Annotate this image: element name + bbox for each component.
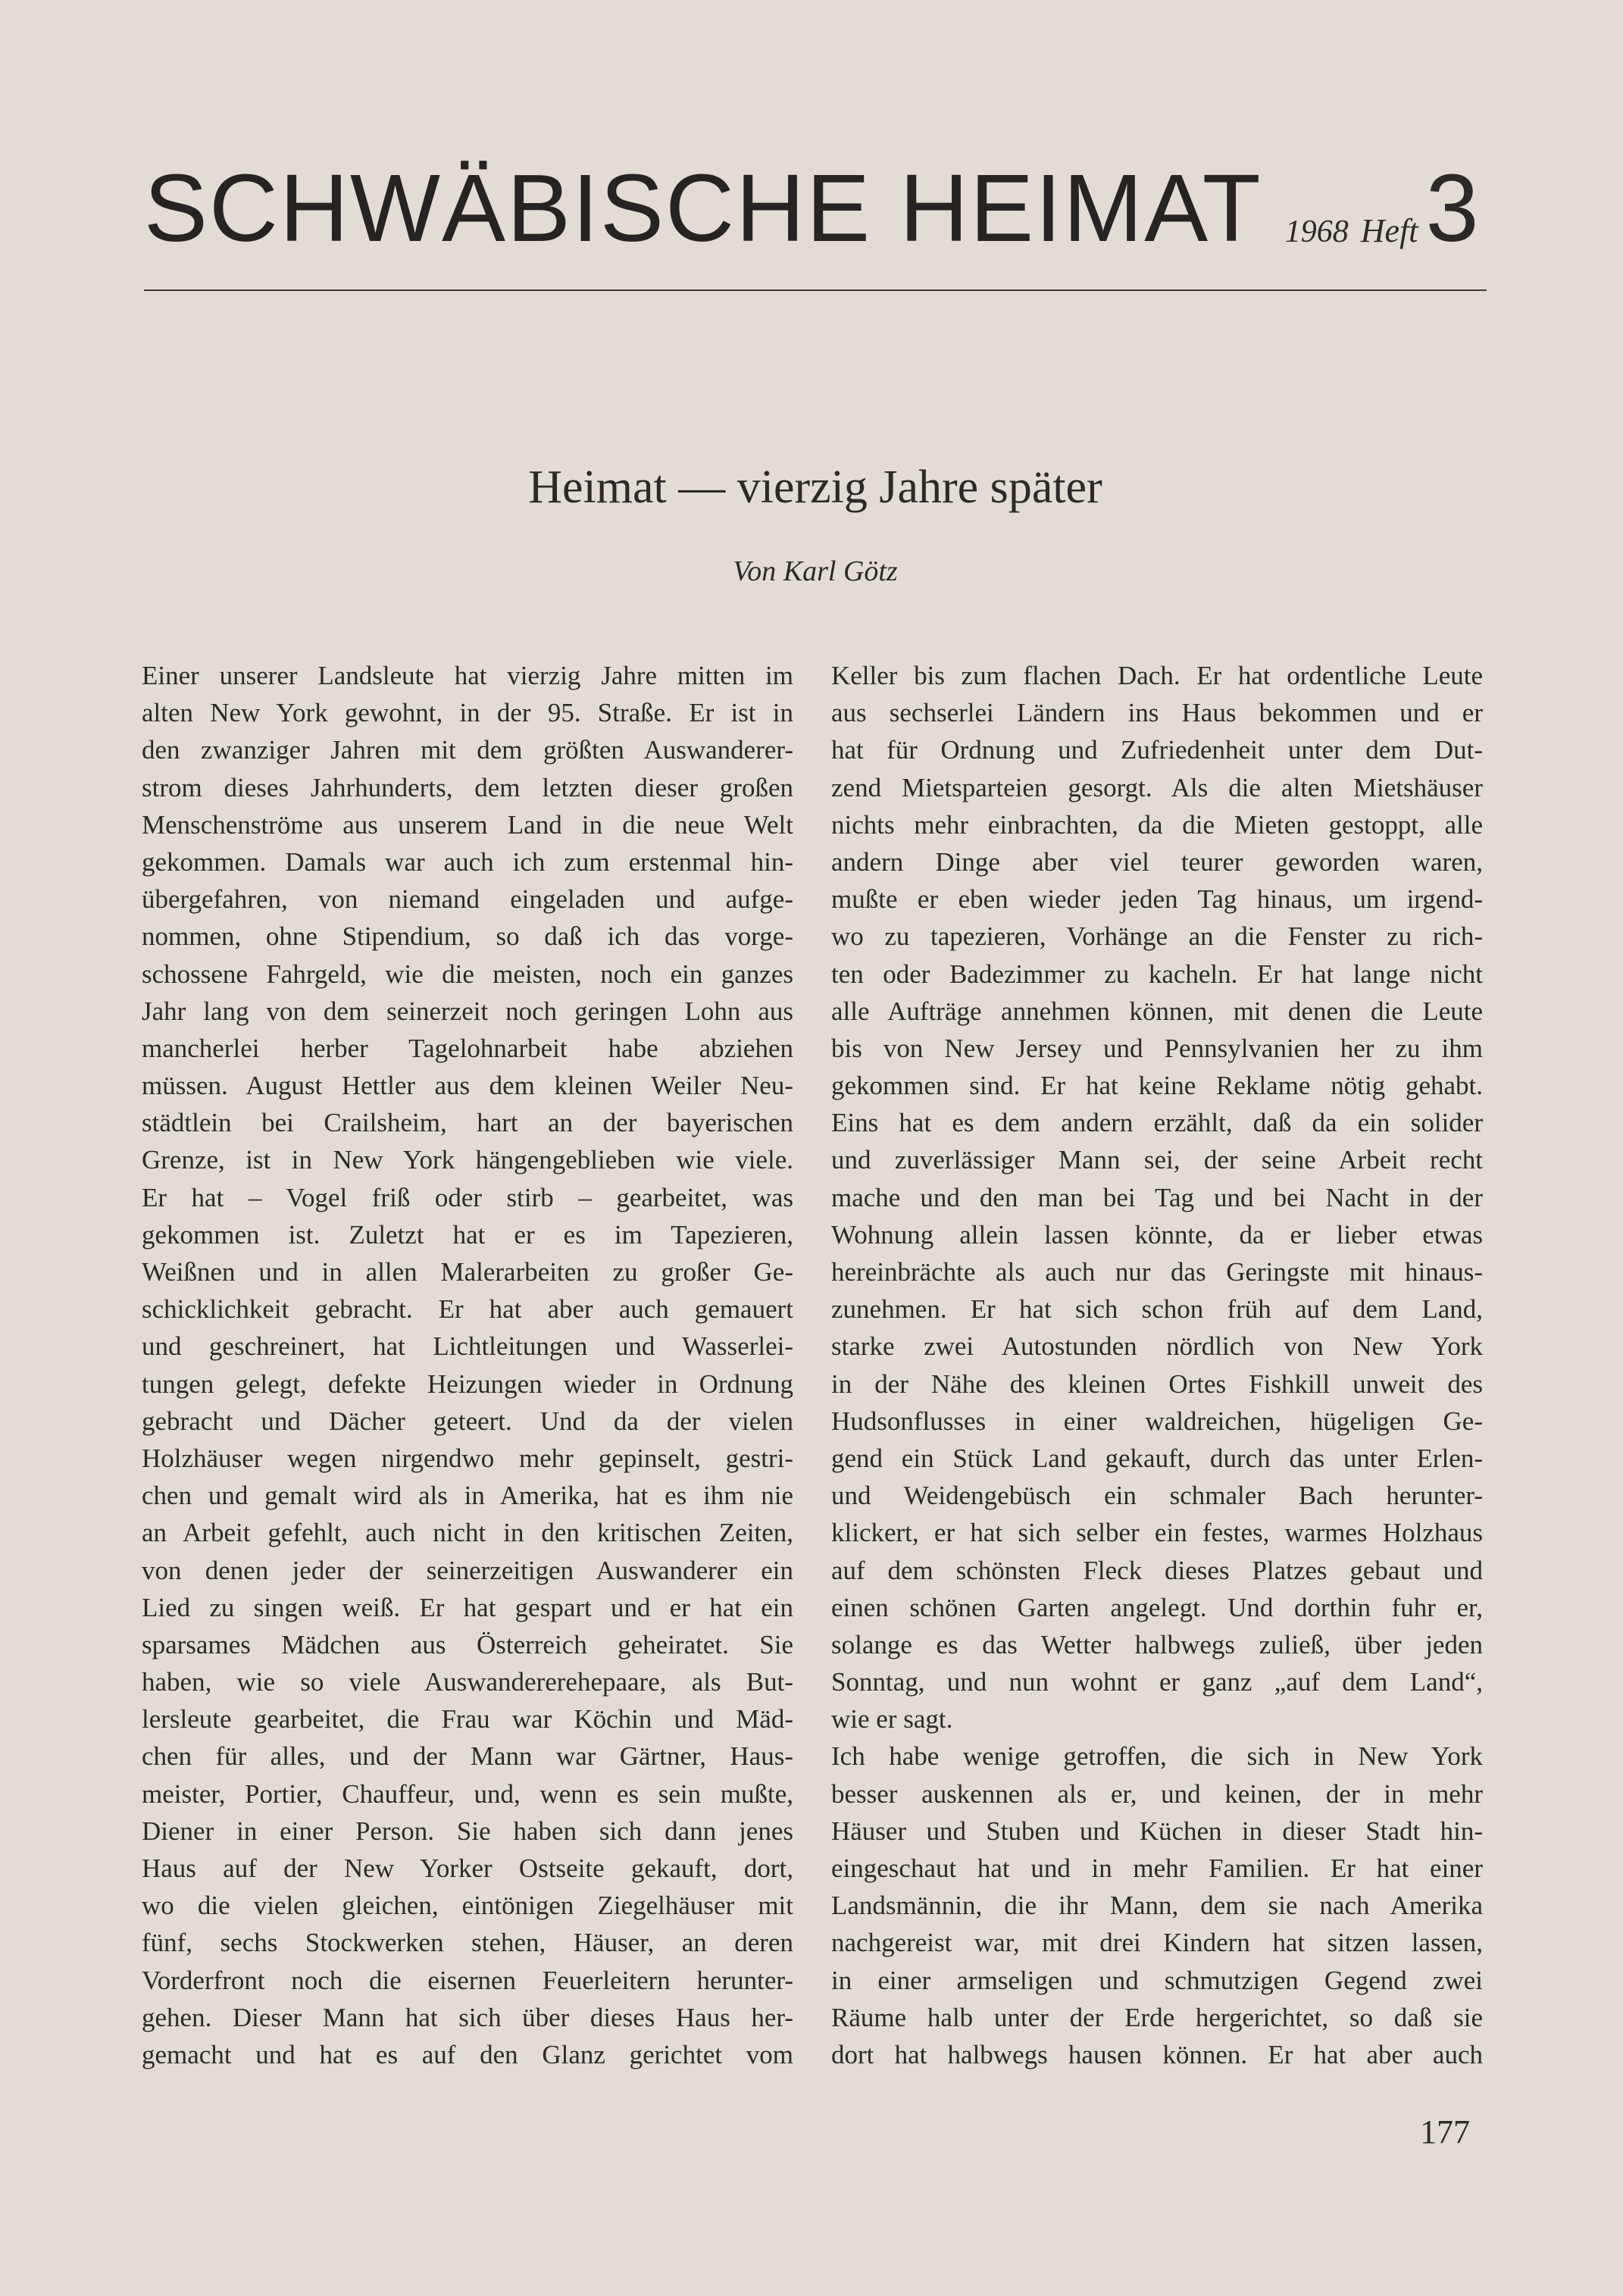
text-line: müssen. August Hettler aus dem kleinen Weiler Neu- xyxy=(142,1071,793,1101)
text-line: an Arbeit gefehlt, auch nicht in den kritischen Zeiten, xyxy=(142,1518,793,1548)
text-line: zunehmen. Er hat sich schon früh auf dem Land, xyxy=(831,1294,1483,1325)
text-line: wo zu tapezieren, Vorhänge an die Fenster zu rich- xyxy=(831,921,1483,952)
text-line: klickert, er hat sich selber ein festes, warmes Holzhaus xyxy=(831,1518,1483,1548)
text-line: mache und den man bei Tag und bei Nacht in der xyxy=(831,1182,1483,1212)
page-number: 177 xyxy=(1420,2113,1470,2151)
text-line: und geschreinert, hat Lichtleitungen und Wasserlei- xyxy=(142,1331,793,1362)
text-line: starke zwei Autostunden nördlich von New York xyxy=(831,1331,1483,1362)
text-line: Diener in einer Person. Sie haben sich dann jenes xyxy=(142,1816,793,1846)
text-line: schossene Fahrgeld, wie die meisten, noch ein ganzes xyxy=(142,959,793,989)
text-line: alten New York gewohnt, in der 95. Straße. Er ist in xyxy=(142,698,793,728)
text-column-left xyxy=(142,657,793,2073)
text-line: in einer armseligen und schmutzigen Gegend zwei xyxy=(831,1965,1483,1995)
text-line: Wohnung allein lassen könnte, da er lieber etwas xyxy=(831,1219,1483,1250)
text-line: Landsmännin, die ihr Mann, dem sie nach Amerika xyxy=(831,1891,1483,1921)
text-line: einen schönen Garten angelegt. Und dorthin fuhr er, xyxy=(831,1592,1483,1622)
text-line: mußte er eben wieder jeden Tag hinaus, um irgend- xyxy=(831,884,1483,915)
issue-label: Heft xyxy=(1360,212,1418,249)
text-line: chen für alles, und der Mann war Gärtner, Haus- xyxy=(142,1741,793,1772)
text-line: fünf, sechs Stockwerken stehen, Häuser, an deren xyxy=(142,1928,793,1958)
text-line: Jahr lang von dem seinerzeit noch geringen Lohn aus xyxy=(142,996,793,1026)
masthead xyxy=(144,142,1487,261)
text-line: Hudsonflusses in einer waldreichen, hügeligen Ge- xyxy=(831,1406,1483,1436)
masthead-rule xyxy=(144,289,1487,291)
text-line: bis von New Jersey und Pennsylvanien her zu ihm xyxy=(831,1033,1483,1063)
text-line: gekommen. Damals war auch ich zum erstenmal hin- xyxy=(142,846,793,877)
text-line: Keller bis zum flachen Dach. Er hat ordentliche Leute xyxy=(831,661,1483,690)
journal-title: SCHWÄBISCHE HEIMAT xyxy=(144,155,1262,261)
text-line: wo die vielen gleichen, eintönigen Ziegelhäuser mit xyxy=(142,1891,793,1921)
text-line: ten oder Badezimmer zu kacheln. Er hat lange nicht xyxy=(831,959,1483,989)
text-line: Häuser und Stuben und Küchen in dieser Stadt hin- xyxy=(831,1816,1483,1846)
text-line: aus sechserlei Ländern ins Haus bekommen und er xyxy=(831,698,1483,728)
text-column-right xyxy=(831,657,1483,2073)
text-line: chen und gemalt wird als in Amerika, hat es ihm nie xyxy=(142,1481,793,1511)
text-line: strom dieses Jahrhunderts, dem letzten dieser großen xyxy=(142,772,793,802)
text-line: eingeschaut hat und in mehr Familien. Er hat einer xyxy=(831,1853,1483,1883)
issue-year: 1968 xyxy=(1284,214,1349,249)
text-line: haben, wie so viele Auswandererehepaare, als But- xyxy=(142,1667,793,1697)
text-line: besser auskennen als er, und keinen, der in mehr xyxy=(831,1778,1483,1809)
text-line: Er hat – Vogel friß oder stirb – gearbeitet, was xyxy=(142,1182,793,1212)
text-line: gehen. Dieser Mann hat sich über dieses Haus her- xyxy=(142,2002,793,2032)
text-line: lersleute gearbeitet, die Frau war Köchin und Mäd- xyxy=(142,1704,793,1735)
text-line: Menschenströme aus unserem Land in die neue Welt xyxy=(142,809,793,840)
text-line: tungen gelegt, defekte Heizungen wieder in Ordnung xyxy=(142,1369,793,1399)
text-line: den zwanziger Jahren mit dem größten Auswanderer- xyxy=(142,735,793,765)
text-line: gekommen ist. Zuletzt hat er es im Tapezieren, xyxy=(142,1219,793,1250)
text-line: nommen, ohne Stipendium, so daß ich das vorge- xyxy=(142,921,793,952)
text-line: Weißnen und in allen Malerarbeiten zu großer Ge- xyxy=(142,1257,793,1287)
text-line: mancherlei herber Tagelohnarbeit habe abziehen xyxy=(142,1033,793,1063)
text-line: hat für Ordnung und Zufriedenheit unter dem Dut- xyxy=(831,735,1483,765)
text-line: gebracht und Dächer geteert. Und da der vielen xyxy=(142,1406,793,1436)
text-line: von denen jeder der seinerzeitigen Auswanderer ein xyxy=(142,1555,793,1585)
article-byline: Von Karl Götz xyxy=(733,555,898,587)
text-line: übergefahren, von niemand eingeladen und aufge- xyxy=(142,884,793,915)
text-line: Vorderfront noch die eisernen Feuerleitern herunter- xyxy=(142,1965,793,1995)
text-line: sparsames Mädchen aus Österreich geheiratet. Sie xyxy=(142,1629,793,1659)
text-line: meister, Portier, Chauffeur, und, wenn es sein mußte, xyxy=(142,1778,793,1809)
text-line: Lied zu singen weiß. Er hat gespart und er hat ein xyxy=(142,1592,793,1622)
text-line: gekommen sind. Er hat keine Reklame nötig gehabt. xyxy=(831,1071,1483,1101)
text-line: nachgereist war, mit drei Kindern hat sitzen lassen, xyxy=(831,1928,1483,1958)
text-line: andern Dinge aber viel teurer geworden waren, xyxy=(831,846,1483,877)
text-line: wie er sagt. xyxy=(831,1704,953,1735)
issue-number: 3 xyxy=(1425,155,1479,261)
text-line: solange es das Wetter halbwegs zuließ, über jeden xyxy=(831,1629,1483,1659)
text-line: städtlein bei Crailsheim, hart an der bayerischen xyxy=(142,1108,793,1138)
text-line: in der Nähe des kleinen Ortes Fishkill unweit des xyxy=(831,1369,1483,1399)
text-line: Grenze, ist in New York hängengeblieben wie viele. xyxy=(142,1145,793,1175)
text-line: und Weidengebüsch ein schmaler Bach herunter- xyxy=(831,1481,1483,1511)
text-line: Ich habe wenige getroffen, die sich in New York xyxy=(831,1741,1483,1772)
text-line: gend ein Stück Land gekauft, durch das unter Erlen- xyxy=(831,1443,1483,1473)
text-line: Räume halb unter der Erde hergerichtet, so daß sie xyxy=(831,2002,1483,2032)
text-line: dort hat halbwegs hausen können. Er hat aber auch xyxy=(831,2039,1483,2069)
text-line: Haus auf der New Yorker Ostseite gekauft, dort, xyxy=(142,1853,793,1883)
text-line: alle Aufträge annehmen können, mit denen die Leute xyxy=(831,996,1483,1026)
text-line: schicklichkeit gebracht. Er hat aber auch gemauert xyxy=(142,1294,793,1325)
text-line: Sonntag, und nun wohnt er ganz „auf dem Land“, xyxy=(831,1667,1483,1697)
text-line: zend Mietsparteien gesorgt. Als die alten Mietshäuser xyxy=(831,772,1483,802)
text-line: Einer unserer Landsleute hat vierzig Jahre mitten im xyxy=(142,661,793,690)
text-line: und zuverlässiger Mann sei, der seine Arbeit recht xyxy=(831,1145,1483,1175)
text-line: Holzhäuser wegen nirgendwo mehr gepinselt, gestri- xyxy=(142,1443,793,1473)
article-title: Heimat — vierzig Jahre später xyxy=(528,461,1102,513)
text-line: hereinbrächte als auch nur das Geringste mit hinaus- xyxy=(831,1257,1483,1287)
text-line: Eins hat es dem andern erzählt, daß da ein solider xyxy=(831,1108,1483,1138)
text-line: auf dem schönsten Fleck dieses Platzes gebaut und xyxy=(831,1555,1483,1585)
text-line: nichts mehr einbrachten, da die Mieten gestoppt, alle xyxy=(831,809,1483,840)
text-line: gemacht und hat es auf den Glanz gerichtet vom xyxy=(142,2039,793,2069)
